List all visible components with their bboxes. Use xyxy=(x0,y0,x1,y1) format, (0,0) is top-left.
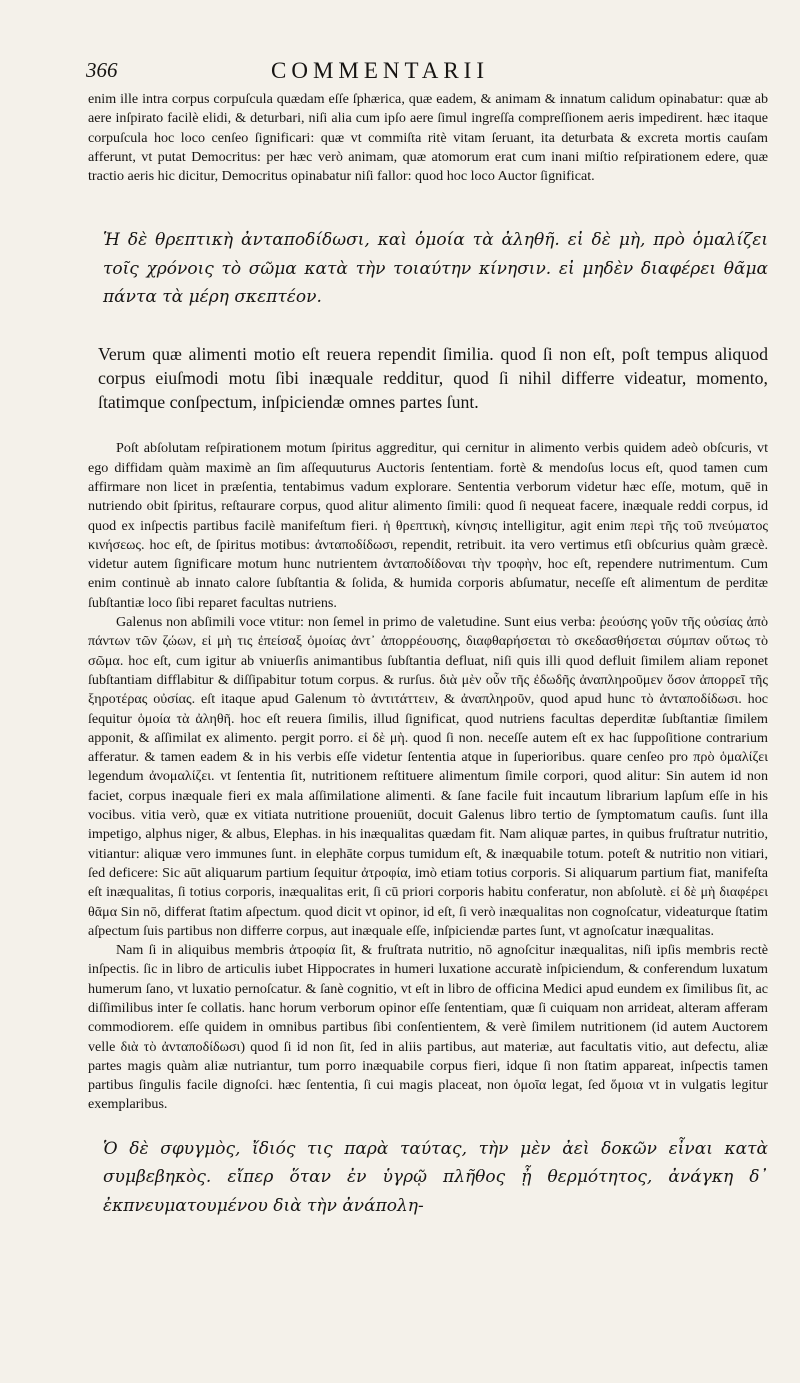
running-head: COMMENTARII xyxy=(271,58,489,83)
commentary-paragraph: Poſt abſolutam reſpirationem motum ſpiritus aggreditur, qui cernitur in alimento verbis quidem adeò obſcuris, vt ego diffidam quàm maximè an ſim aſſequuturus Auctoris ſententiam. fortè & mendoſus locus eſt, quod tamen cum affirmare non licet in præſentia, tentabimus vadum explorare. Sententia verborum videtur hæc eſſe, motum, quē in nutriendo obit ſpiritus, reſtaurare corpus, quod alitur alimento ſimili: quod ſi nequeat facere, inæquale reddi corpus, id quod ex inſpectis partibus facilè manifeſtum fieri. ἡ θρεπτικὴ, κίνησις intelligitur, agit enim περὶ τῆς τοῦ πνεύματος κινήσεως. hoc eſt, de ſpiritus motibus: ἀνταποδίδωσι, rependit, retribuit. ita vero vertimus etſi obſcurius quàm græcè. videtur autem ſignificare motum hunc nutrientem ἀνταποδίδοναι τὴν τροφὴν, hoc eſt, rependere nutrimentum. Cum enim continuè ab innato calore ſubſtantia & ſolida, & humida corporis abſumatur, neceſſe eſt alimentum de perditæ ſubſtantiæ loco ſibi reparet facultas nutriens. xyxy=(88,440,768,611)
page-header xyxy=(86,58,760,88)
commentary-paragraph: Galenus non abſimili voce vtitur: non ſemel in primo de valetudine. Sunt eius verba: ῥεούσης γοῦν τῆς οὐσίας ἀπὸ πάντων τῶν ζώων, εἰ μὴ τις ἐπείσαξ ὁμοίας ἀντ᾽ ἀπορρέουσης, διαφθαρήσεται τὸ σκεδασθήσεται σύμπαν οὕτως τὸ σῶμα. hoc eſt, cum igitur ab vniuerſis animantibus ſubſtantia defluat, niſi quis illi quod defluit ſimilem aliam reponet ſubſtantiam difflabitur & diſſipabitur totum corpus. & rurſus. διὰ μὲν οὖν τῆς ἐδωδῆς ἀναπληροῦμεν ὅσον ἀπορρεῖ τῆς ξηροτέρας οὐσίας. eſt itaque apud Galenum τὸ ἀντιτάττειν, & ἀναπληροῦν, quod apud hunc τὸ ἀνταποδίδωσι. hoc ſequitur ὁμοία τὰ ἀληθῆ. hoc eſt reuera ſimilis, illud ſignificat, quod nutriens facultas deperditæ ſubſtantiæ ſimilem apponit, & aſſimilat ex alimento. pergit porro. εἰ δὲ μὴ. quod ſi non. neceſſe autem eſt ex hac ſuppoſitione contrarium afferatur. & tamen eadem & in his verbis eſſe videtur ſententia atque in ſuperioribus. quare cenſeo pro πρὸ ὁμαλίζει legendum ἀνομαλίζει. vt ſententia ſit, nutritionem reſtituere alimentum ſimile corpori, quod alitur: Sin autem id non faciet, corpus inæquale fieri ex mala aſſimilatione alimenti. & ſane facile fuit incautum librarium lapſum eſſe in his vocibus. vitia verò, quæ ex vitiata nutritione proueniūt, docuit Galenus libro tertio de ſymptomatum cauſis. ſunt illa impetigo, alphus niger, & albus, Elephas. in his inæqualitas quædam fit. Nam aliquæ partes, in quibus fruſtratur nutritio, vitiantur: aliquæ vero immunes ſunt. in elephāte corpus tumidum eſt, & inæquabile totum. poteſt & nutritio non vitiari, ſed deficere: Sic aūt aliquarum partium ſequitur ἀτροφία, imò etiam totius corporis. Si aliquarum partium fiat, manifeſta eſt inæqualitas, ſi totius corporis, inæqualitas erit, ſi cū priori corporis habitu conferatur, non abſolutè. εἰ δὲ μὴ διαφέρει θᾶμα Sin nō, differat ſtatim aſpectum. quod dicit vt opinor, id eſt, ſi verò inæqualitas non cognoſcatur, videaturque ſtatim aſpectum ſuis partibus non differre corpus, aut inæquale eſſe, inſpiciendæ partes ſunt, vt agnoſcatur inæqualitas. xyxy=(88,614,768,939)
latin-translation-lemma: Verum quæ alimenti motio eſt reuera rependit ſimilia. quod ſi non eſt, poſt tempus aliquod corpus eiuſmodi motu ſibi inæquale redditur, quod ſi nihil differre videatur, momento, ſtatimque conſpectum, inſpiciendæ omnes partes ſunt. xyxy=(98,343,768,412)
page-body xyxy=(88,90,768,1220)
greek-aphorism-text: Ὁ δὲ σφυγμὸς, ἴδιός τις παρὰ ταύτας, τὴν μὲν ἀεὶ δοκῶν εἶναι κατὰ συμβεβηκὸς. εἴπερ ὅταν ἐν ὑγρῷ πλῆθος ᾖ θερμότητος, ἀνάγκη δ᾽ ἐκπνευματουμένου διὰ τὴν ἀνάπολη- xyxy=(103,1138,768,1216)
commentary-paragraph: Nam ſi in aliquibus membris ἀτροφία ſit, & fruſtrata nutritio, nō agnoſcitur inæqualitas, niſi ipſis membris rectè inſpectis. ſic in libro de articulis iubet Hippocrates in humeri luxatione accuratè inſpiciendum, & conferendum luxatum humerum ſano, vt luxatio pernoſcatur. & ſanè cognitio, vt eſt in libro de officina Medici apud eundem ex ſimilibus ſit, ac diſſimilibus inter ſe collatis. hanc horum verborum opinor eſſe ſententiam, quæ ſi cuiquam non arrideat, alteram afferam commodiorem. eſſe quidem in omnibus partibus ſibi conſentientem, & verè ſimilem nutritionem (id autem Auctorem velle διὰ τὸ ἀνταποδίδωσι) quod ſi id non ſit, ſed in aliis partibus, aut materiæ, aut facultatis vitio, aut defectu, aliæ partes magis quàm aliæ nutriantur, tum porro inæquabile corpus fieri, idque ſi non ſtatim appareat, inſpectis tamen partibus ſingulis facile dignoſci. hæc ſententia, ſi cui magis placeat, non ὁμοῖα legat, ſed ὅμοια vt in vulgatis legitur exemplaribus. xyxy=(88,942,768,1113)
intro-paragraph: enim ille intra corpus corpuſcula quædam eſſe ſphærica, quæ eadem, & animam & innatum calidum opinabatur: quæ ab aere inſpirato facilè elidi, & deturbari, niſi alia cum ipſo aere ſimul ingreſſa compreſſionem aeris impedirent. hæc itaque corpuſcula hoc loco cenſeo ſignificari: quæ vt commiſta ritè vitam ſeruant, ita deturbata & excreta mortis cauſam afferunt, vt putat Democritus: per hæc verò animam, quæ atomorum erat cum inani miſtio reſpirationem edere, quæ tractio aeris hic dicitur, Democritus opinabatur niſi fallor: quod hoc loco Auctor ſignificat. xyxy=(88,91,768,185)
page-number: 366 xyxy=(86,58,118,82)
greek-aphorism-text: Ἡ δὲ θρεπτικὴ ἀνταποδίδωσι, καὶ ὁμοία τὰ ἀληθῆ. εἰ δὲ μὴ, πρὸ ὁμαλίζει τοῖς χρόνοις τὸ σῶμα κατὰ τὴν τοιαύτην κίνησιν. εἰ μηδὲν διαφέρει θᾶμα πάντα τὰ μέρη σκεπτέον. xyxy=(103,230,768,308)
